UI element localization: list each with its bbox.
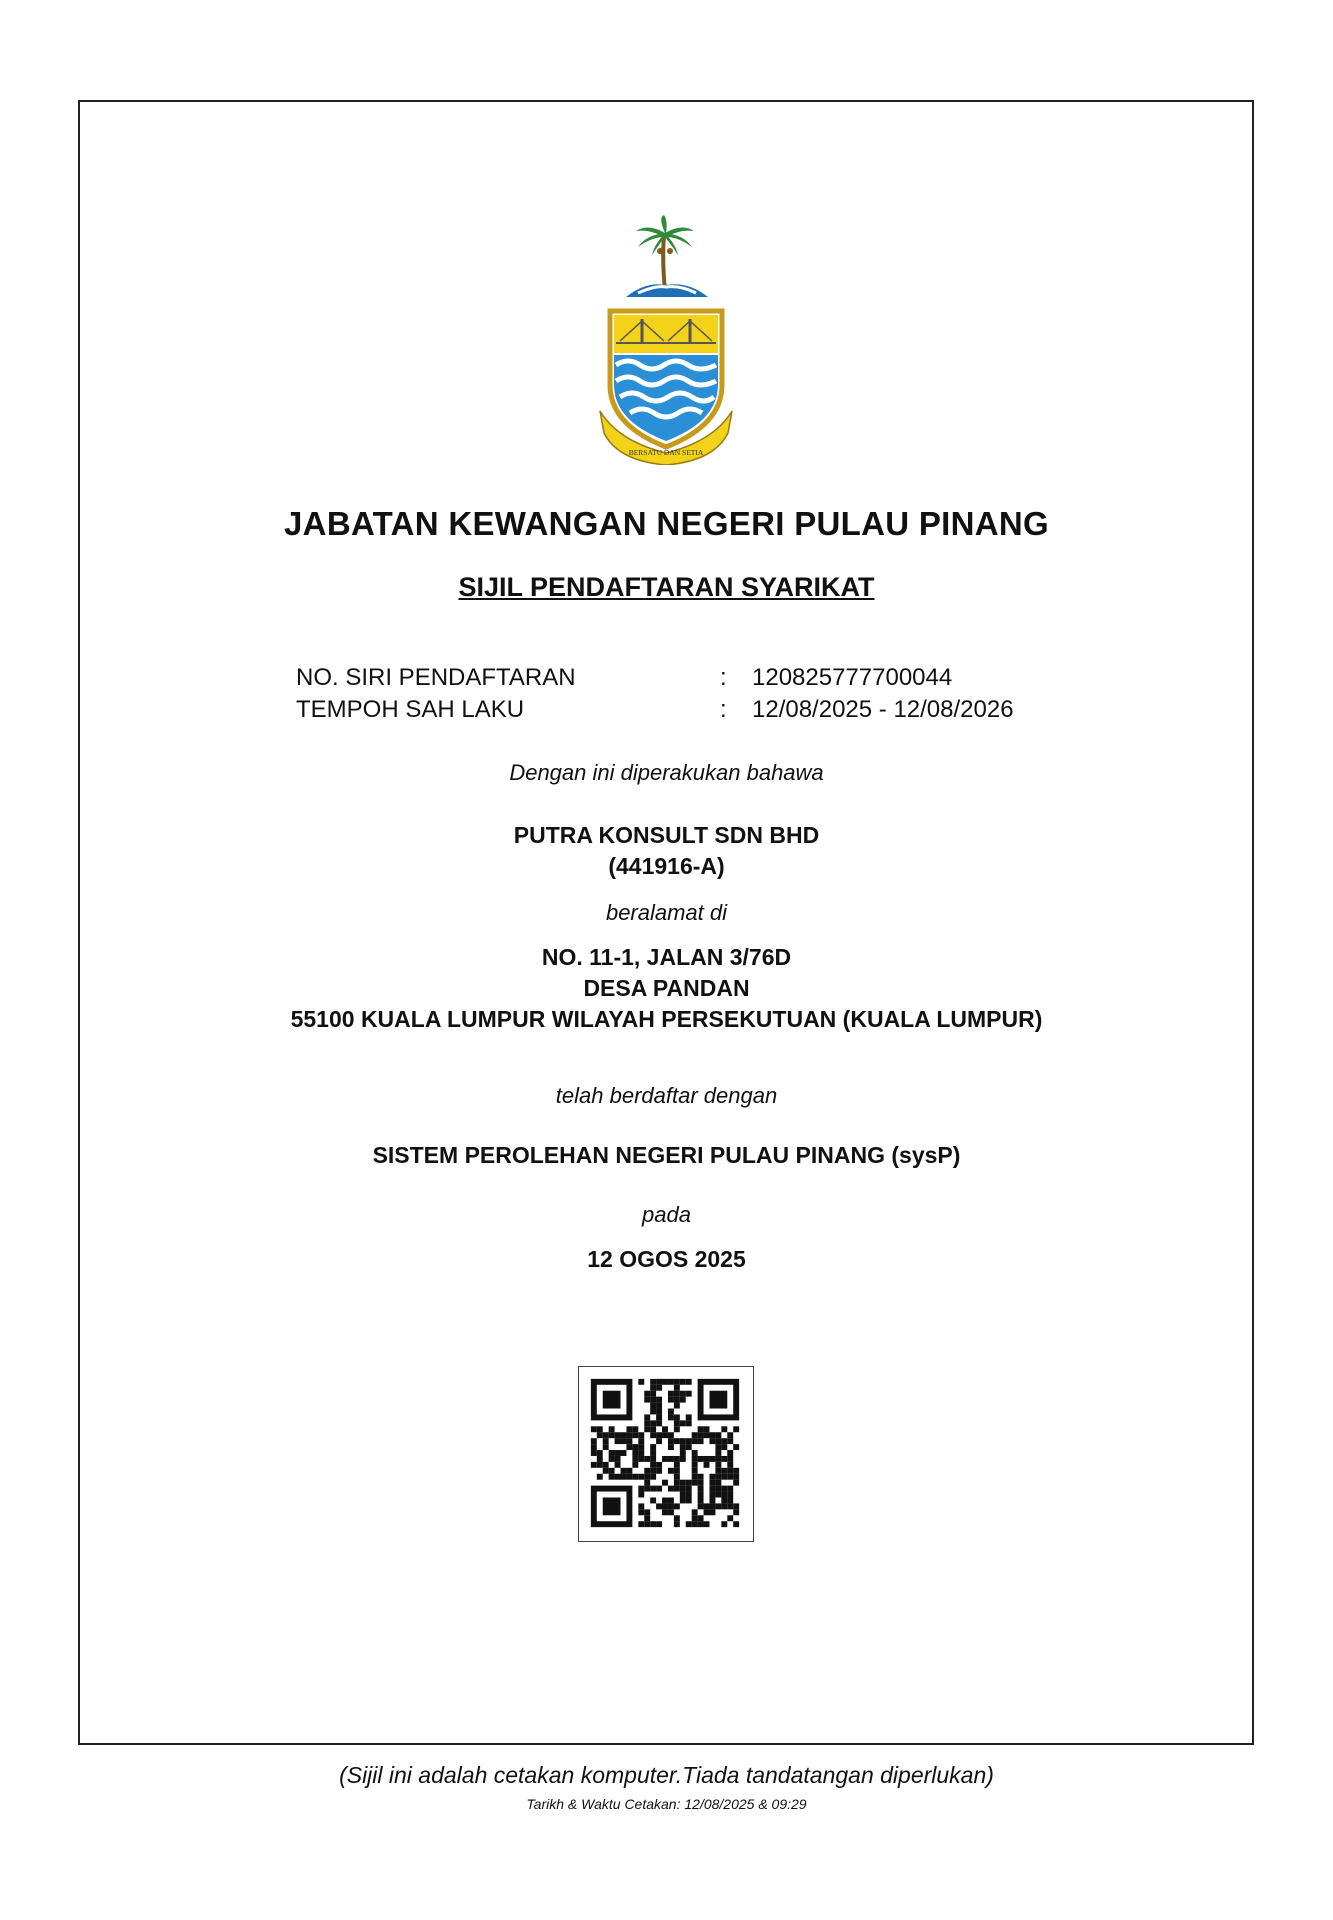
serial-value: 120825777700044	[752, 664, 953, 691]
serial-label: NO. SIRI PENDAFTARAN	[296, 664, 576, 691]
svg-text:BERSATU DAN SETIA: BERSATU DAN SETIA	[628, 448, 704, 457]
footer-note: (Sijil ini adalah cetakan komputer.Tiada tandatangan diperlukan)	[339, 1762, 994, 1788]
print-timestamp: Tarikh & Waktu Cetakan: 12/08/2025 & 09:29	[526, 1796, 807, 1812]
registration-date: 12 OGOS 2025	[587, 1246, 746, 1272]
address-line-3: 55100 KUALA LUMPUR WILAYAH PERSEKUTUAN (KUALA LUMPUR)	[290, 1006, 1043, 1032]
validity-separator: :	[720, 696, 727, 723]
system-name: SISTEM PEROLEHAN NEGERI PULAU PINANG (sysP)	[372, 1142, 961, 1168]
serial-separator: :	[720, 664, 727, 691]
qr-code-icon	[579, 1367, 751, 1539]
qr-code-box	[578, 1366, 754, 1542]
department-title: JABATAN KEWANGAN NEGERI PULAU PINANG	[284, 505, 1049, 542]
validity-value: 12/08/2025 - 12/08/2026	[752, 696, 1014, 723]
penang-coat-of-arms-icon	[598, 215, 734, 465]
certificate-title: SIJIL PENDAFTARAN SYARIKAT	[458, 572, 875, 602]
address-intro: beralamat di	[605, 900, 728, 925]
certify-text: Dengan ini diperakukan bahawa	[509, 760, 824, 785]
address-line-2: DESA PANDAN	[583, 975, 750, 1001]
address-line-1: NO. 11-1, JALAN 3/76D	[541, 944, 792, 970]
on-text: pada	[642, 1202, 691, 1227]
registered-with-text: telah berdaftar dengan	[555, 1083, 778, 1108]
validity-label: TEMPOH SAH LAKU	[296, 696, 525, 723]
company-number: (441916-A)	[608, 853, 725, 879]
company-name: PUTRA KONSULT SDN BHD	[513, 822, 820, 848]
